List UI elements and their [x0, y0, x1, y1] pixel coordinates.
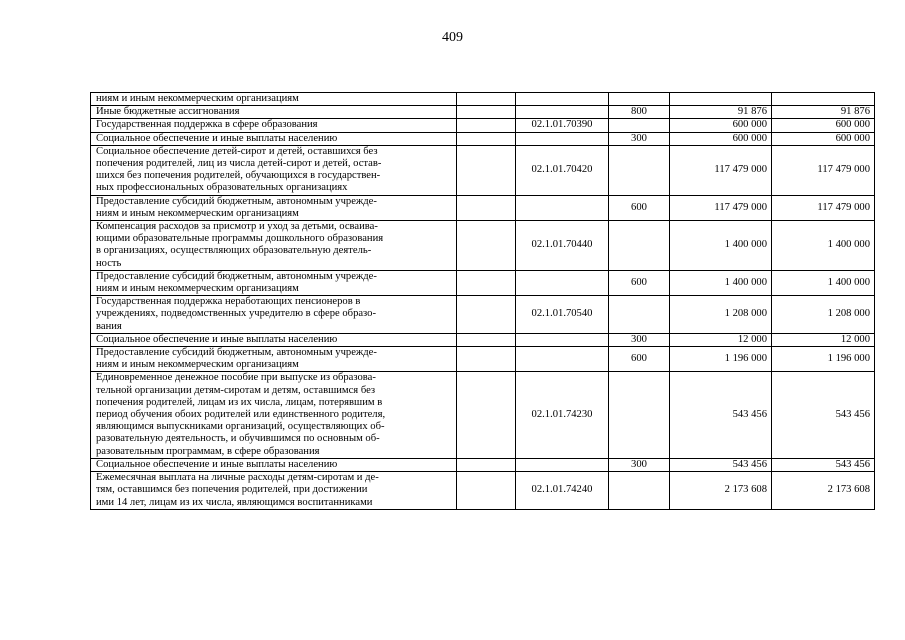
amount-cell-year1: 600 000	[670, 132, 772, 145]
expense-name-line: тям, оставшимся без попечения родителей, при достижении	[96, 484, 368, 496]
expense-type-cell: 800	[609, 106, 670, 119]
expense-name-line: Предоставление субсидий бюджетным, автономным учрежде-	[96, 347, 377, 359]
amount-cell-year1	[670, 93, 772, 106]
expense-type-cell: 600	[609, 347, 670, 372]
amount-cell-year2: 1 208 000	[772, 296, 875, 334]
blank-cell	[457, 270, 516, 295]
expense-name-cell	[91, 93, 457, 106]
target-code-cell	[516, 93, 609, 106]
amount-cell-year1: 2 173 608	[670, 472, 772, 510]
table-row	[91, 119, 875, 132]
expense-type-cell: 300	[609, 458, 670, 471]
table-row	[91, 270, 875, 295]
expense-name-line: тельной организации детям-сиротам и детям, оставшимся без	[96, 384, 376, 396]
table-row	[91, 106, 875, 119]
table-row	[91, 372, 875, 458]
expense-name-cell	[91, 145, 457, 195]
expense-name-cell	[91, 221, 457, 271]
amount-cell-year1: 543 456	[670, 372, 772, 458]
expense-name-line: вания	[96, 320, 122, 332]
amount-cell-year2: 1 196 000	[772, 347, 875, 372]
target-code-cell: 02.1.01.70420	[516, 145, 609, 195]
expense-type-cell	[609, 119, 670, 132]
amount-cell-year2: 543 456	[772, 458, 875, 471]
target-code-cell	[516, 333, 609, 346]
expense-name-line: ных профессиональных образовательных организациях	[96, 182, 348, 194]
amount-cell-year1: 117 479 000	[670, 195, 772, 220]
expense-name-line: Социальное обеспечение и иные выплаты населению	[96, 132, 338, 144]
amount-cell-year1: 1 196 000	[670, 347, 772, 372]
amount-cell-year1: 543 456	[670, 458, 772, 471]
expense-name-line: попечения родителей, лицам из их числа, лицам, потерявшим в	[96, 396, 383, 408]
expense-name-line: Ежемесячная выплата на личные расходы детям-сиротам и де-	[96, 472, 379, 484]
blank-cell	[457, 372, 516, 458]
amount-cell-year1: 91 876	[670, 106, 772, 119]
expense-name-cell	[91, 119, 457, 132]
expense-name-line: ность	[96, 257, 122, 269]
expense-name-cell	[91, 270, 457, 295]
expense-name-cell	[91, 472, 457, 510]
expense-name-line: Предоставление субсидий бюджетным, автономным учрежде-	[96, 195, 377, 207]
amount-cell-year1: 600 000	[670, 119, 772, 132]
blank-cell	[457, 347, 516, 372]
expense-name-cell	[91, 458, 457, 471]
blank-cell	[457, 132, 516, 145]
table-row	[91, 221, 875, 271]
amount-cell-year2	[772, 93, 875, 106]
expense-name-line: ниям и иным некоммерческим организациям	[96, 93, 299, 104]
expense-type-cell: 300	[609, 132, 670, 145]
amount-cell-year1: 1 208 000	[670, 296, 772, 334]
expense-type-cell	[609, 372, 670, 458]
table-row	[91, 333, 875, 346]
table-row	[91, 132, 875, 145]
table-row	[91, 347, 875, 372]
blank-cell	[457, 106, 516, 119]
expense-name-line: ниям и иным некоммерческим организациям	[96, 359, 299, 371]
expense-name-cell	[91, 195, 457, 220]
expense-name-line: Компенсация расходов за присмотр и уход за детьми, осваива-	[96, 221, 378, 233]
table-row	[91, 458, 875, 471]
expense-name-line: Иные бюджетные ассигнования	[96, 106, 240, 118]
expense-name-line: попечения родителей, лиц из числа детей-сирот и детей, остав-	[96, 158, 382, 170]
amount-cell-year2: 12 000	[772, 333, 875, 346]
target-code-cell: 02.1.01.70440	[516, 221, 609, 271]
expense-name-cell	[91, 132, 457, 145]
target-code-cell	[516, 270, 609, 295]
blank-cell	[457, 93, 516, 106]
blank-cell	[457, 458, 516, 471]
expense-name-line: в организациях, осуществляющих образовательную деятель-	[96, 245, 372, 257]
amount-cell-year2: 2 173 608	[772, 472, 875, 510]
target-code-cell	[516, 195, 609, 220]
expense-name-line: Единовременное денежное пособие при выпуске из образова-	[96, 372, 376, 384]
expense-type-cell	[609, 93, 670, 106]
expense-name-line: ниям и иным некоммерческим организациям	[96, 283, 299, 295]
amount-cell-year1: 1 400 000	[670, 221, 772, 271]
amount-cell-year2: 1 400 000	[772, 221, 875, 271]
target-code-cell	[516, 106, 609, 119]
amount-cell-year2: 1 400 000	[772, 270, 875, 295]
amount-cell-year2: 543 456	[772, 372, 875, 458]
expense-name-line: Предоставление субсидий бюджетным, автономным учрежде-	[96, 270, 377, 282]
expense-name-line: Социальное обеспечение и иные выплаты населению	[96, 458, 338, 470]
expense-type-cell: 600	[609, 270, 670, 295]
expense-name-cell	[91, 372, 457, 458]
target-code-cell	[516, 347, 609, 372]
expense-name-line: учреждениях, подведомственных учредителю в сфере образо-	[96, 308, 377, 320]
amount-cell-year2: 117 479 000	[772, 145, 875, 195]
blank-cell	[457, 296, 516, 334]
expense-type-cell	[609, 221, 670, 271]
table-row	[91, 296, 875, 334]
expense-name-cell	[91, 333, 457, 346]
page-number: 409	[442, 30, 463, 45]
target-code-cell	[516, 458, 609, 471]
target-code-cell: 02.1.01.70540	[516, 296, 609, 334]
expense-name-line: ими 14 лет, лицам из их числа, являющимся воспитанниками	[96, 496, 373, 508]
expense-type-cell	[609, 296, 670, 334]
amount-cell-year2: 117 479 000	[772, 195, 875, 220]
expense-name-cell	[91, 106, 457, 119]
expense-name-line: период обучения обоих родителей или единственного родителя,	[96, 409, 386, 421]
target-code-cell: 02.1.01.74240	[516, 472, 609, 510]
target-code-cell: 02.1.01.70390	[516, 119, 609, 132]
table-row	[91, 93, 875, 106]
table-row	[91, 472, 875, 510]
expense-name-line: ниям и иным некоммерческим организациям	[96, 207, 299, 219]
target-code-cell: 02.1.01.74230	[516, 372, 609, 458]
expense-type-cell: 300	[609, 333, 670, 346]
amount-cell-year1: 1 400 000	[670, 270, 772, 295]
expense-name-line: разовательную деятельность, и обучившимся по основным об-	[96, 433, 380, 445]
budget-table-body	[91, 93, 875, 510]
budget-table	[90, 92, 875, 510]
expense-type-cell	[609, 145, 670, 195]
expense-name-line: ющими образовательные программы дошкольного образования	[96, 233, 384, 245]
blank-cell	[457, 119, 516, 132]
target-code-cell	[516, 132, 609, 145]
expense-name-line: являющимся выпускниками организаций, осуществляющих об-	[96, 421, 385, 433]
amount-cell-year1: 117 479 000	[670, 145, 772, 195]
amount-cell-year2: 91 876	[772, 106, 875, 119]
expense-name-cell	[91, 347, 457, 372]
blank-cell	[457, 145, 516, 195]
expense-name-line: Государственная поддержка в сфере образования	[96, 119, 318, 131]
expense-name-line: Социальное обеспечение детей-сирот и детей, оставшихся без	[96, 145, 378, 157]
amount-cell-year2: 600 000	[772, 119, 875, 132]
expense-name-line: разовательным программам, в сфере образования	[96, 445, 320, 457]
blank-cell	[457, 195, 516, 220]
expense-name-cell	[91, 296, 457, 334]
expense-type-cell	[609, 472, 670, 510]
expense-type-cell: 600	[609, 195, 670, 220]
table-row	[91, 195, 875, 220]
blank-cell	[457, 333, 516, 346]
expense-name-line: Социальное обеспечение и иные выплаты населению	[96, 333, 338, 345]
expense-name-line: Государственная поддержка неработающих пенсионеров в	[96, 296, 361, 308]
blank-cell	[457, 472, 516, 510]
expense-name-line: шихся без попечения родителей, обучающихся в государствен-	[96, 170, 381, 182]
amount-cell-year1: 12 000	[670, 333, 772, 346]
table-row	[91, 145, 875, 195]
blank-cell	[457, 221, 516, 271]
amount-cell-year2: 600 000	[772, 132, 875, 145]
